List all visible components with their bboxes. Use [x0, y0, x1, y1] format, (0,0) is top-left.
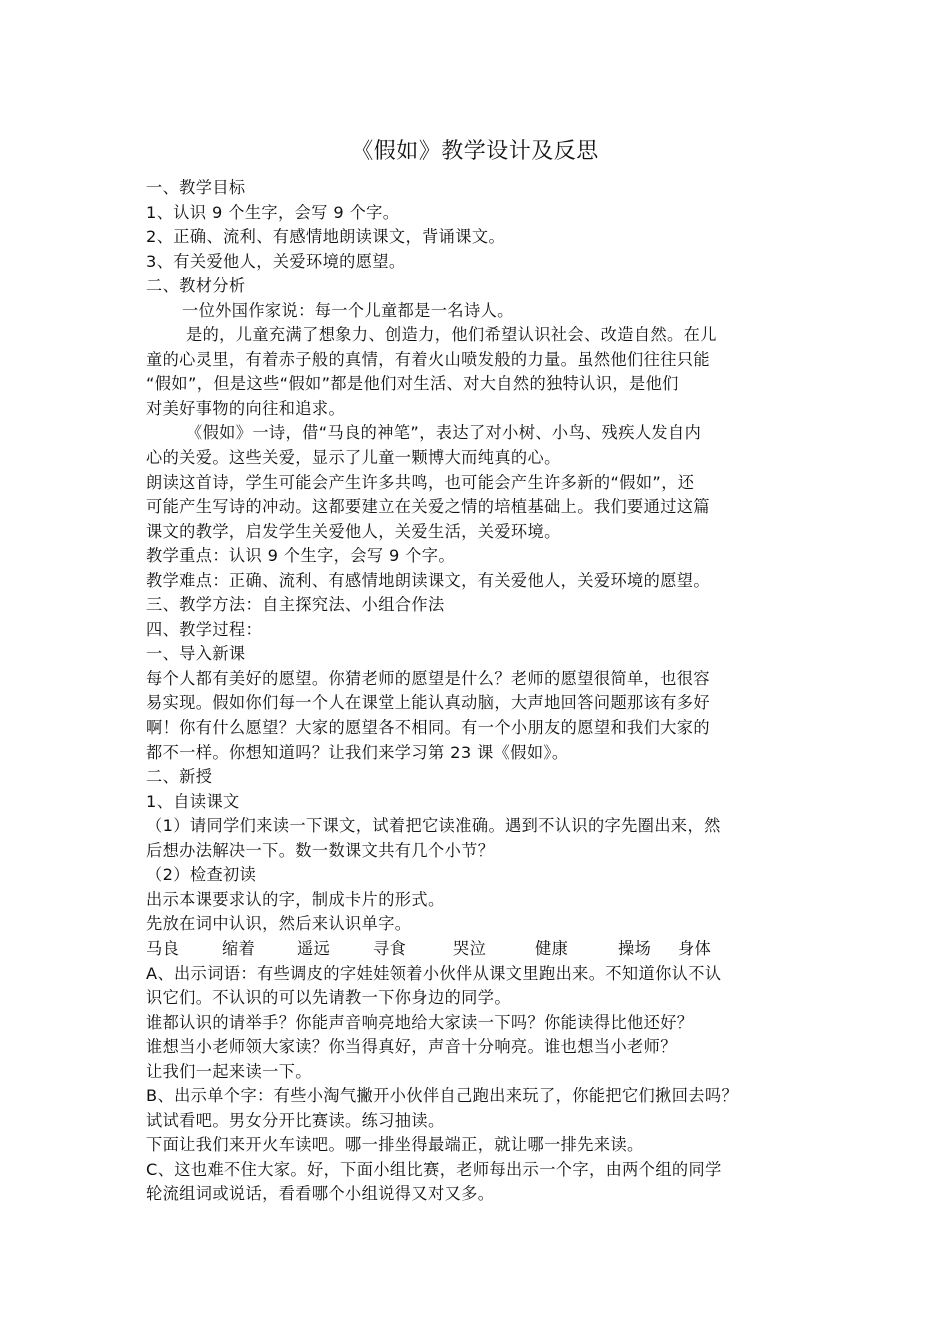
word-item: 健康 — [535, 938, 569, 958]
word-item: 马良 — [146, 938, 180, 958]
section-heading: 1、自读课文 — [146, 791, 240, 811]
paragraph-line: 出示本课要求认的字，制成卡片的形式。 — [146, 889, 445, 909]
paragraph-line: 教学难点：正确、流利、有感情地朗读课文，有关爱他人，关爱环境的愿望。 — [146, 570, 710, 590]
paragraph-line: 对美好事物的向往和追求。 — [146, 398, 346, 418]
paragraph-line: 课文的教学，启发学生关爱他人，关爱生活，关爱环境。 — [146, 521, 561, 541]
word-item: 哭泣 — [453, 938, 487, 958]
paragraph-line: C、这也难不住大家。好，下面小组比赛，老师每出示一个字，由两个组的同学 — [146, 1159, 722, 1179]
paragraph-line: 都不一样。你想知道吗？让我们来学习第 23 课《假如》。 — [146, 742, 569, 762]
word-item: 操场 — [618, 938, 652, 958]
paragraph-line: 轮流组词或说话，看看哪个小组说得又对又多。 — [146, 1184, 495, 1204]
paragraph-line: 童的心灵里，有着赤子般的真情，有着火山喷发般的力量。虽然他们往往只能 — [146, 349, 710, 369]
paragraph-line: 可能产生写诗的冲动。这都要建立在关爱之情的培植基础上。我们要通过这篇 — [146, 497, 710, 517]
paragraph-line: 1、认识 9 个生字，会写 9 个字。 — [146, 202, 400, 222]
paragraph-line: 朗读这首诗，学生可能会产生许多共鸣，也可能会产生许多新的“假如”，还 — [146, 472, 695, 492]
paragraph-line: 易实现。假如你们每一个人在课堂上能认真动脑，大声地回答问题那该有多好 — [146, 693, 710, 713]
paragraph-line: “假如”，但是这些“假如”都是他们对生活、对大自然的独特认识，是他们 — [146, 374, 679, 394]
paragraph-line: 每个人都有美好的愿望。你猜老师的愿望是什么？老师的愿望很简单，也很容 — [146, 668, 710, 688]
paragraph-line: 教学重点：认识 9 个生字，会写 9 个字。 — [146, 546, 455, 566]
paragraph-line: 谁想当小老师领大家读？你当得真好，声音十分响亮。谁也想当小老师？ — [146, 1037, 677, 1057]
paragraph-line: 先放在词中认识，然后来认识单字。 — [146, 914, 412, 934]
paragraph-line: 3、有关爱他人，关爱环境的愿望。 — [146, 251, 406, 271]
section-heading: 一、教学目标 — [146, 178, 246, 197]
paragraph-line: 试试看吧。男女分开比赛读。练习抽读。 — [146, 1110, 445, 1130]
paragraph-line: （1）请同学们来读一下课文，试着把它读准确。遇到不认识的字先圈出来，然 — [146, 816, 721, 836]
word-list — [146, 937, 810, 962]
paragraph-line: 啊！你有什么愿望？大家的愿望各不相同。有一个小朋友的愿望和我们大家的 — [146, 718, 710, 738]
document-body — [146, 176, 810, 1207]
word-item: 身体 — [678, 938, 712, 958]
paragraph-line: A、出示词语：有些调皮的字娃娃领着小伙伴从课文里跑出来。不知道你认不认 — [146, 963, 722, 983]
section-heading: （2）检查初读 — [146, 865, 257, 885]
paragraph-line: B、出示单个字：有些小淘气撇开小伙伴自己跑出来玩了，你能把它们揪回去吗？ — [146, 1086, 739, 1106]
paragraph-line: 后想办法解决一下。数一数课文共有几个小节？ — [146, 840, 495, 860]
paragraph-line: 《假如》一诗，借“马良的神笔”，表达了对小树、小鸟、残疾人发自内 — [186, 423, 702, 443]
section-heading: 二、新授 — [146, 767, 213, 787]
paragraph-line: 2、正确、流利、有感情地朗读课文，背诵课文。 — [146, 227, 506, 247]
paragraph-line: 是的，儿童充满了想象力、创造力，他们希望认识社会、改造自然。在儿 — [186, 325, 717, 345]
section-heading: 四、教学过程： — [146, 619, 263, 639]
paragraph-line: 让我们一起来读一下。 — [146, 1061, 312, 1081]
paragraph-line: 一位外国作家说：每一个儿童都是一名诗人。 — [182, 300, 514, 320]
section-heading: 一、导入新课 — [146, 644, 246, 664]
paragraph-line: 心的关爱。这些关爱，显示了儿童一颗博大而纯真的心。 — [146, 448, 561, 468]
paragraph-line: 识它们。不认识的可以先请教一下你身边的同学。 — [146, 988, 511, 1008]
word-item: 寻食 — [373, 938, 407, 958]
word-item: 遥远 — [297, 938, 331, 958]
paragraph-line: 谁都认识的请举手？你能声音响亮地给大家读一下吗？你能读得比他还好？ — [146, 1012, 694, 1032]
word-item: 缩着 — [222, 938, 256, 958]
section-heading: 三、教学方法：自主探究法、小组合作法 — [146, 595, 445, 615]
paragraph-line: 下面让我们来开火车读吧。哪一排坐得最端正，就让哪一排先来读。 — [146, 1135, 644, 1155]
section-heading: 二、教材分析 — [146, 276, 246, 296]
document-title: 《假如》教学设计及反思 — [351, 139, 599, 164]
